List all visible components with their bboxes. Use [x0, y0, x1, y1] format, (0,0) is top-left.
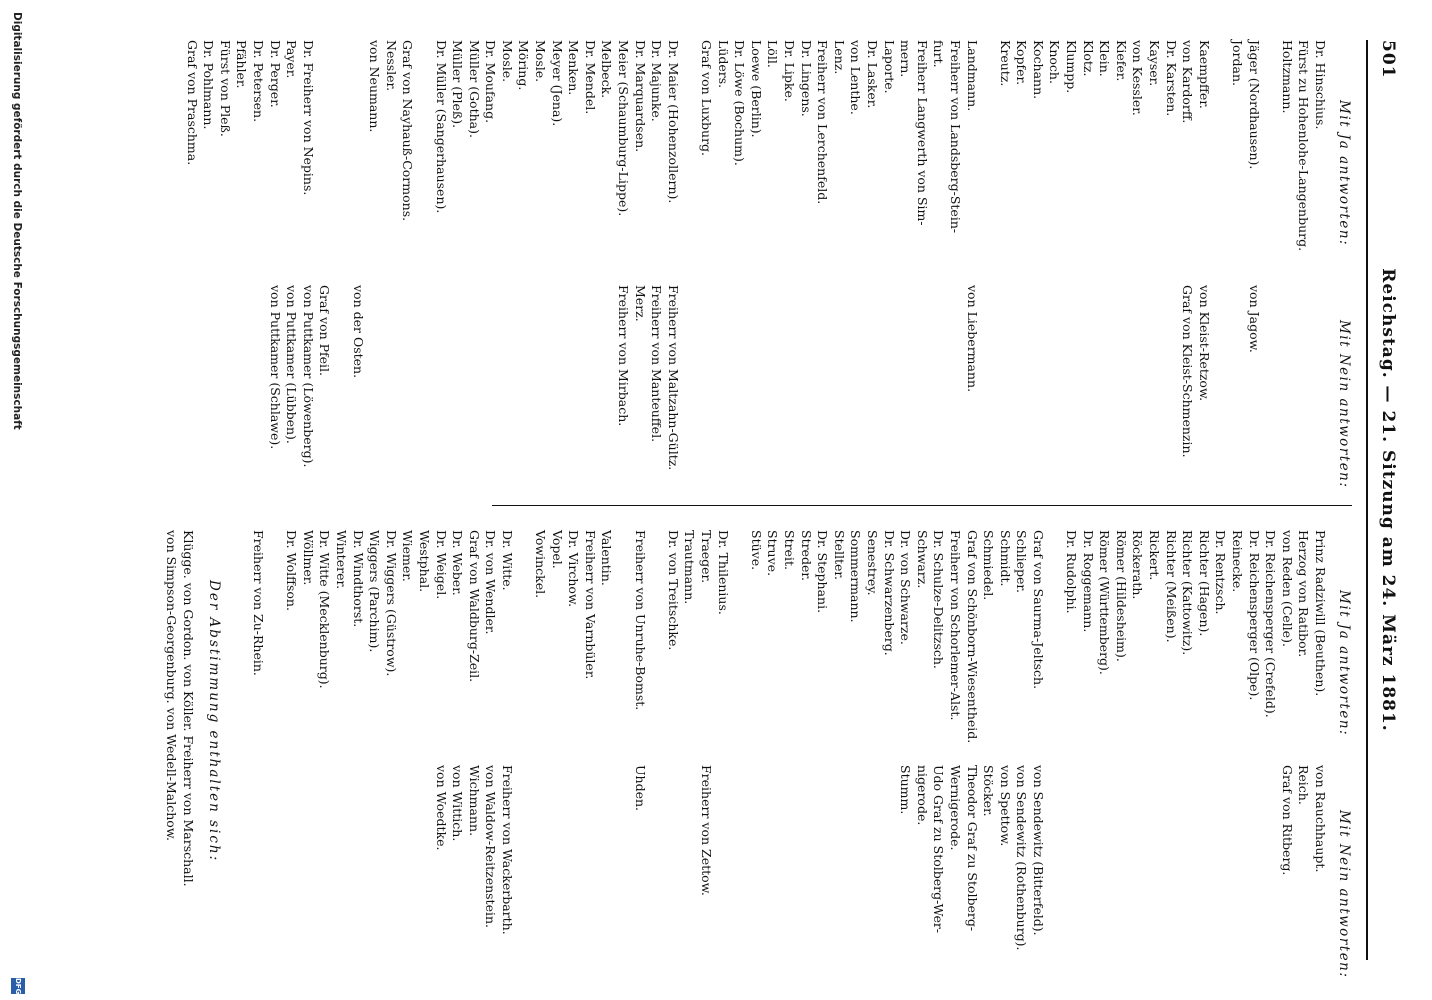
list-item	[880, 285, 897, 470]
list-item	[714, 765, 731, 951]
list-item	[1145, 285, 1162, 470]
list-item: Schmiedel.	[981, 530, 997, 601]
list-item: Vopel.	[549, 530, 565, 569]
list-item	[830, 285, 847, 470]
list-item: mern.	[898, 40, 914, 78]
list-item: Freiherr von Varnbüler.	[582, 530, 598, 680]
list-item	[1063, 285, 1080, 470]
list-item	[1262, 40, 1279, 251]
list-item: Dr. Rudolphi.	[1064, 530, 1080, 614]
list-item: Dr. Hinschius.	[1313, 40, 1328, 130]
list-item	[1112, 765, 1129, 951]
list-item	[681, 285, 698, 470]
list-item: furt.	[931, 40, 947, 68]
list-item: Dr. Maier (Hohenzollern).	[665, 40, 681, 204]
list-item	[764, 285, 781, 470]
list-item: von Woedtke.	[433, 765, 449, 851]
list-item	[1212, 40, 1229, 251]
list-item: Lüders.	[715, 40, 731, 89]
abstention-heading: Der Abstimmung enthalten sich:	[206, 580, 222, 863]
list-item: Freiherr von Wackerbarth.	[499, 765, 515, 935]
list-item: Dr. Roggemann.	[1080, 530, 1096, 633]
right-nein-list	[249, 765, 1328, 951]
list-item	[1212, 285, 1229, 470]
list-item: Römer (Württemberg).	[1097, 530, 1113, 675]
list-item	[996, 285, 1013, 470]
list-item: Stumm.	[898, 765, 914, 815]
list-item	[515, 285, 532, 470]
list-item	[1195, 765, 1212, 951]
list-item	[897, 285, 914, 470]
list-item	[565, 285, 582, 470]
list-item	[1046, 765, 1063, 951]
list-item: Pfähler.	[234, 40, 250, 89]
list-item: Dr. Reichensperger (Crefeld).	[1263, 530, 1279, 718]
list-item	[399, 285, 416, 470]
list-item: Kiefer.	[1113, 40, 1129, 82]
right-half	[32, 530, 1352, 980]
list-item: Mosle.	[499, 40, 515, 83]
list-item: Graf von Luxburg.	[699, 40, 715, 157]
page-number: 501	[1378, 40, 1398, 79]
list-item: Klumpp.	[1064, 40, 1080, 94]
list-item	[880, 765, 897, 951]
list-item: Dr. Karsten.	[1163, 40, 1179, 117]
list-item	[415, 765, 432, 951]
list-item: Vowinckel.	[533, 530, 549, 599]
list-item: Senestrey.	[864, 530, 880, 596]
list-item: Röckerath.	[1130, 530, 1146, 600]
list-item	[598, 765, 615, 951]
list-item: Dr. Lasker.	[864, 40, 880, 109]
list-item: Wiggers (Parchim).	[367, 530, 383, 653]
list-item	[1013, 285, 1030, 470]
list-item: Graf von Praschma.	[184, 40, 200, 166]
list-item: Freiherr von Mirbach.	[616, 285, 632, 427]
list-item: von Kessler.	[1130, 40, 1146, 116]
list-item	[349, 765, 366, 951]
list-item	[648, 530, 665, 743]
header-rule	[1366, 40, 1368, 960]
list-item: Dr. Lipke.	[782, 40, 797, 102]
list-item	[614, 765, 631, 951]
list-item: von Puttkamer (Lübben).	[284, 285, 300, 444]
list-item: Freiherr Langwerth von Sim-	[914, 40, 930, 226]
list-item: Knoch.	[1047, 40, 1063, 84]
list-item	[1212, 765, 1229, 951]
list-item: Dr. Witte.	[499, 530, 515, 591]
right-ja-heading: Mit Ja antworten:	[1336, 590, 1352, 737]
funding-notice: Digitalisierung gefördert durch die Deutsche Forschungsgemeinschaft	[11, 12, 23, 430]
list-item	[764, 765, 781, 951]
left-half	[32, 40, 1352, 490]
list-item: Kopfer.	[1014, 40, 1030, 86]
list-item: Mosle.	[533, 40, 549, 83]
list-item	[814, 765, 831, 951]
list-item: Payer.	[284, 40, 300, 79]
list-item: Richter (Hagen).	[1196, 530, 1212, 637]
list-item	[1262, 285, 1279, 470]
list-item	[747, 765, 764, 951]
list-item	[1096, 285, 1113, 470]
list-item	[863, 765, 880, 951]
list-item	[548, 765, 565, 951]
list-item: nigerode.	[914, 765, 930, 826]
list-item: Jordan.	[1230, 40, 1246, 86]
list-item: Sommermann.	[848, 530, 864, 623]
list-item	[847, 285, 864, 470]
list-item: Menken.	[566, 40, 582, 96]
list-item: Kaempffer.	[1196, 40, 1212, 109]
list-item: Müller (Gotha).	[466, 40, 482, 138]
list-item: Valentin.	[599, 530, 615, 586]
list-item: Merz.	[632, 285, 648, 322]
list-item	[415, 40, 432, 251]
list-item: Wernigerode.	[947, 765, 963, 851]
list-item: Kayser.	[1147, 40, 1163, 87]
list-item	[515, 765, 532, 951]
list-item: Dr. Petersen.	[251, 40, 266, 123]
list-item	[731, 530, 748, 743]
list-item: von Lenthe.	[848, 40, 864, 115]
list-item: Wiemer.	[400, 530, 416, 582]
list-item	[830, 765, 847, 951]
list-item: Klein.	[1097, 40, 1113, 77]
list-item: Graf von Schönborn-Wiesentheid.	[964, 530, 980, 744]
list-item: Dr. Mendel.	[582, 40, 598, 115]
list-item: Meyer (Jena).	[549, 40, 565, 127]
list-item: Fürst zu Hohenlohe-Langenburg.	[1296, 40, 1312, 252]
list-item: Melbeck.	[599, 40, 615, 99]
list-item	[266, 530, 283, 743]
right-nein-heading: Mit Nein antworten:	[1336, 810, 1352, 979]
list-item: Lenz.	[831, 40, 847, 75]
list-item	[747, 285, 764, 470]
page-footer	[4, 0, 28, 1000]
list-item: Freiherr von Zu-Rhein.	[251, 530, 266, 676]
list-item: von Reden (Celle).	[1279, 530, 1295, 647]
list-item: Dr. Reichensperger (Olpe).	[1246, 530, 1262, 701]
list-item	[399, 765, 416, 951]
list-item: Klotz.	[1080, 40, 1096, 77]
page-header	[1370, 40, 1402, 960]
list-item	[697, 285, 714, 470]
list-item: Theodor Graf zu Stolberg-	[964, 765, 980, 932]
list-item	[366, 765, 383, 951]
list-item	[532, 285, 549, 470]
list-item	[946, 285, 963, 470]
list-item: Jäger (Nordhausen).	[1246, 40, 1262, 170]
page-title: Reichstag. — 21. Sitzung am 24. März 1881.	[1378, 268, 1398, 732]
list-item	[1162, 285, 1179, 470]
list-item: Schwarz.	[914, 530, 930, 589]
list-item	[598, 285, 615, 470]
list-item: Uhden.	[632, 765, 648, 812]
list-item	[1311, 285, 1328, 470]
list-item: Richter (Meißen).	[1163, 530, 1179, 643]
list-item: Kochann.	[1030, 40, 1046, 100]
list-item	[316, 40, 333, 251]
list-item: Stüve.	[748, 530, 764, 571]
list-item	[1046, 285, 1063, 470]
list-item: Streit.	[782, 530, 797, 570]
list-item: Dr. Marquardsen.	[632, 40, 648, 153]
list-item: Dr. von Wendler.	[483, 530, 499, 635]
list-item	[465, 285, 482, 470]
list-item: Wöllmer.	[300, 530, 316, 586]
list-item: von Rauchhaupt.	[1313, 765, 1328, 873]
list-item	[1145, 765, 1162, 951]
list-item	[1262, 765, 1279, 951]
list-item: Nessler.	[383, 40, 399, 92]
list-item	[797, 765, 814, 951]
list-item: Stöcker.	[981, 765, 997, 817]
list-item	[1079, 285, 1096, 470]
list-item	[332, 285, 349, 470]
list-item	[449, 285, 466, 470]
list-item: Fürst von Pleß.	[217, 40, 233, 137]
dfg-logo-badge: DFG	[11, 978, 25, 994]
list-item: Schlieper.	[1014, 530, 1030, 593]
list-item: Dr. Wiggers (Güstrow).	[383, 530, 399, 677]
left-ja-list	[183, 40, 1328, 251]
list-item	[548, 285, 565, 470]
list-item: von Sendewitz (Rothenburg).	[1014, 765, 1030, 951]
list-item: Graf von Nayhauß-Cormons.	[400, 40, 416, 222]
list-item	[1129, 765, 1146, 951]
list-item: von der Osten.	[350, 285, 366, 379]
list-item: Holtzmann.	[1279, 40, 1295, 114]
list-item: Dr. Weigel.	[433, 530, 449, 600]
list-item	[581, 765, 598, 951]
list-item: von Wittich.	[450, 765, 466, 842]
list-item: Trautmann.	[682, 530, 698, 605]
list-item	[1046, 530, 1063, 743]
list-item: Graf von Pfeil.	[317, 285, 333, 377]
list-item: Landmann.	[964, 40, 980, 112]
list-item	[415, 285, 432, 470]
list-item	[930, 285, 947, 470]
list-item	[299, 765, 316, 951]
list-item	[797, 285, 814, 470]
list-item	[913, 285, 930, 470]
right-ja-list	[249, 530, 1328, 743]
list-item	[731, 285, 748, 470]
list-item: Dr. Stephani.	[815, 530, 831, 614]
list-item	[316, 765, 333, 951]
list-item: Udo Graf zu Stolberg-Wer-	[931, 765, 947, 934]
list-item	[681, 765, 698, 951]
left-nein-list	[266, 285, 1328, 470]
list-item	[1129, 285, 1146, 470]
list-item	[1162, 765, 1179, 951]
list-item: Dr. Majunke.	[649, 40, 665, 122]
list-item	[714, 285, 731, 470]
list-item: Wichmann.	[466, 765, 482, 837]
list-item: von Puttkamer (Löwenberg).	[300, 285, 316, 468]
list-item	[863, 285, 880, 470]
list-item	[432, 285, 449, 470]
list-item	[1079, 765, 1096, 951]
list-item: Dr. Weber.	[450, 530, 466, 596]
list-item	[1228, 765, 1245, 951]
list-item	[980, 285, 997, 470]
list-item: Graf von Ritberg.	[1279, 765, 1295, 876]
list-item	[565, 765, 582, 951]
list-item	[731, 765, 748, 951]
list-item	[332, 765, 349, 951]
list-item	[1278, 285, 1295, 470]
list-item: Streder.	[798, 530, 814, 581]
list-item: Graf von Kleist-Schmenzin.	[1180, 285, 1196, 458]
list-item: Römer (Hildesheim).	[1113, 530, 1129, 662]
list-item: Klügge. von Gordon. von Köller. Freiherr von Marschall.	[181, 530, 196, 887]
list-item	[980, 40, 997, 251]
list-item	[1295, 285, 1312, 470]
list-item	[332, 40, 349, 251]
list-item	[366, 285, 383, 470]
left-ja-heading: Mit Ja antworten:	[1336, 100, 1352, 247]
list-item	[498, 285, 515, 470]
list-item: Westphal.	[416, 530, 432, 593]
list-item: Freiherr von Schorlemer-Alst.	[947, 530, 963, 721]
left-nein-heading: Mit Nein antworten:	[1336, 320, 1352, 489]
list-item: Struve.	[765, 530, 781, 577]
list-item: Stellter.	[831, 530, 847, 580]
list-item: von Puttkamer (Schlawe).	[267, 285, 283, 450]
list-item: Dr. Freiherr von Nepins.	[300, 40, 316, 196]
list-item: Löll.	[765, 40, 781, 68]
list-item: Freiherr von Manteuffel.	[649, 285, 665, 443]
list-item	[249, 765, 266, 951]
list-item: Dr. Virchow.	[566, 530, 582, 608]
list-item: Richter (Kattowitz).	[1180, 530, 1196, 656]
list-item: von Spettow.	[997, 765, 1013, 847]
list-item: Meier (Schaumburg-Lippe).	[616, 40, 632, 217]
list-item: von Liebermann.	[964, 285, 980, 393]
list-item: Müller (Pleß).	[450, 40, 466, 129]
list-item: Freiherr von Zettow.	[699, 765, 715, 896]
list-item: Reich.	[1296, 765, 1312, 805]
list-item	[648, 765, 665, 951]
list-item: von Jagow.	[1246, 285, 1262, 353]
list-item: von Neumann.	[367, 40, 383, 133]
list-item	[1245, 765, 1262, 951]
list-item: Prinz Radziwill (Beuthen).	[1313, 530, 1328, 697]
list-item: Dr. Thilenius.	[715, 530, 731, 615]
list-item: Dr. Witte (Mecklenburg).	[317, 530, 333, 689]
list-item	[581, 285, 598, 470]
list-item	[1029, 285, 1046, 470]
list-item	[515, 530, 532, 743]
list-item	[614, 530, 631, 743]
list-item: Dr. von Schwarze.	[898, 530, 914, 645]
list-item: von Simpson-Georgenburg. von Wedell-Malchow.	[164, 530, 180, 842]
list-item	[482, 285, 499, 470]
list-item: Laporte.	[881, 40, 897, 94]
list-item: Dr. Perger.	[267, 40, 283, 108]
list-item	[1179, 765, 1196, 951]
column-divider	[492, 505, 1352, 506]
list-item: Kreutz.	[997, 40, 1013, 87]
list-item	[847, 765, 864, 951]
list-item	[1096, 765, 1113, 951]
list-item	[349, 40, 366, 251]
abstention-list	[163, 530, 196, 887]
list-item: von Kleist-Retzow.	[1196, 285, 1212, 402]
list-item	[780, 285, 797, 470]
list-item: Dr. Rentzsch.	[1213, 530, 1229, 615]
list-item	[382, 285, 399, 470]
list-item: von Sendewitz (Bitterfeld).	[1030, 765, 1046, 936]
list-item	[664, 765, 681, 951]
list-item	[1112, 285, 1129, 470]
list-item: von Waldow-Reitzenstein.	[483, 765, 499, 928]
list-item	[814, 285, 831, 470]
list-item: Dr. Schwarzenberg.	[881, 530, 897, 656]
list-item: Dr. Pohlmann.	[201, 40, 217, 130]
list-item: Loewe (Berlin).	[748, 40, 764, 138]
list-item: Dr. Lingens.	[798, 40, 814, 117]
list-item: Schmidt.	[997, 530, 1013, 587]
list-item	[1063, 765, 1080, 951]
list-item: Graf von Saurma-Jeltsch.	[1030, 530, 1046, 690]
list-item	[266, 765, 283, 951]
list-item	[681, 40, 698, 251]
list-item: Freiherr von Lerchenfeld.	[815, 40, 831, 205]
list-item: Dr. Schulze-Delitzsch.	[931, 530, 947, 669]
list-item: Dr. Windthorst.	[350, 530, 366, 628]
list-item: Dr. von Treitschke.	[665, 530, 681, 651]
list-item	[1228, 285, 1245, 470]
list-item	[532, 765, 549, 951]
list-item: Rickert.	[1147, 530, 1163, 581]
list-item: Freiherr von Landsberg-Stein-	[947, 40, 963, 234]
list-item: Winterer.	[333, 530, 349, 590]
list-item: von Kardorff.	[1180, 40, 1196, 124]
list-item: Dr. Löwe (Bochum).	[732, 40, 748, 166]
list-item: Reinecke.	[1230, 530, 1246, 593]
list-item: Traeger.	[699, 530, 715, 584]
list-item: Dr. Müller (Sangerhausen).	[433, 40, 449, 214]
list-item	[382, 765, 399, 951]
list-item: Dr. Wolffson.	[284, 530, 300, 611]
list-item: Freiherr von Unruhe-Bomst.	[632, 530, 648, 711]
list-item: Dr. Moufang.	[483, 40, 499, 124]
list-item: Graf von Waldburg-Zeil.	[466, 530, 482, 683]
list-item	[780, 765, 797, 951]
list-item: Freiherr von Maltzahn-Gültz.	[665, 285, 681, 471]
list-item	[283, 765, 300, 951]
list-item: Herzog von Ratibor.	[1296, 530, 1312, 658]
list-item: Möring.	[516, 40, 532, 91]
